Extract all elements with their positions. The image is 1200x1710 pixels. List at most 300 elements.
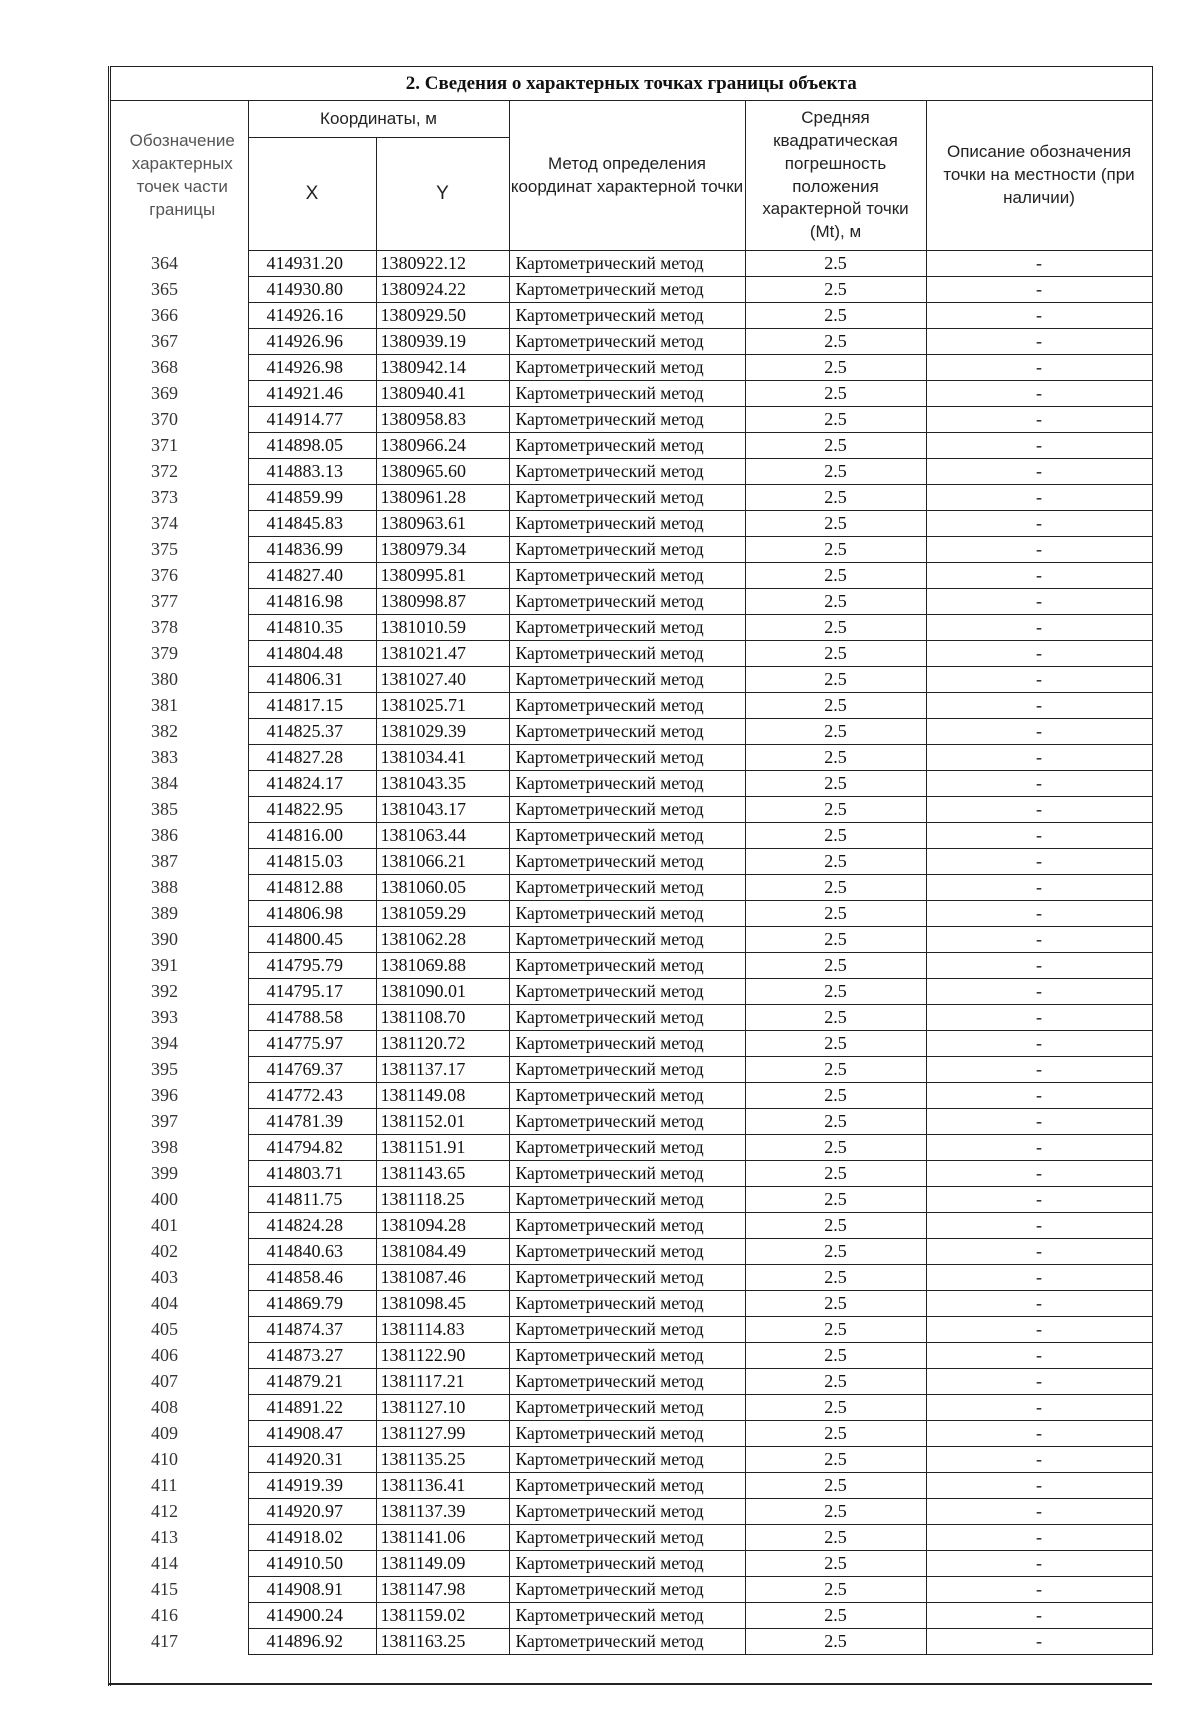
accuracy-cell: 2.5: [745, 563, 926, 589]
point-number-cell: 381: [111, 693, 248, 719]
accuracy-cell: 2.5: [745, 1187, 926, 1213]
method-cell: Картометрический метод: [509, 1083, 745, 1109]
accuracy-cell: 2.5: [745, 953, 926, 979]
point-number-cell: 404: [111, 1291, 248, 1317]
document-page: [108, 66, 1152, 1686]
point-number-cell: 390: [111, 927, 248, 953]
accuracy-cell: 2.5: [745, 381, 926, 407]
description-cell: -: [926, 615, 1152, 641]
method-cell: Картометрический метод: [509, 381, 745, 407]
point-number-cell: 382: [111, 719, 248, 745]
accuracy-cell: 2.5: [745, 1265, 926, 1291]
description-cell: -: [926, 1629, 1152, 1655]
accuracy-cell: 2.5: [745, 1551, 926, 1577]
method-cell: Картометрический метод: [509, 641, 745, 667]
accuracy-cell: 2.5: [745, 1083, 926, 1109]
coordinate-y-cell: 1380966.24: [376, 433, 509, 459]
accuracy-cell: 2.5: [745, 459, 926, 485]
header-coordinates: Координаты, м: [248, 101, 509, 138]
coordinate-y-cell: 1381029.39: [376, 719, 509, 745]
description-cell: -: [926, 1343, 1152, 1369]
method-cell: Картометрический метод: [509, 615, 745, 641]
coordinate-y-cell: 1381147.98: [376, 1577, 509, 1603]
method-cell: Картометрический метод: [509, 849, 745, 875]
point-number-cell: 407: [111, 1369, 248, 1395]
coordinate-x-cell: 414919.39: [248, 1473, 376, 1499]
point-number-cell: 388: [111, 875, 248, 901]
header-point-designation: Обозначение характерных точек части границы: [111, 101, 248, 251]
point-number-cell: 395: [111, 1057, 248, 1083]
method-cell: Картометрический метод: [509, 563, 745, 589]
coordinate-y-cell: 1381098.45: [376, 1291, 509, 1317]
description-cell: -: [926, 1317, 1152, 1343]
table-row: [111, 1603, 1152, 1629]
coordinate-x-cell: 414918.02: [248, 1525, 376, 1551]
table-row: [111, 771, 1152, 797]
description-cell: -: [926, 1395, 1152, 1421]
accuracy-cell: 2.5: [745, 1525, 926, 1551]
table-row: [111, 1135, 1152, 1161]
accuracy-cell: 2.5: [745, 927, 926, 953]
table-row: [111, 1629, 1152, 1655]
method-cell: Картометрический метод: [509, 355, 745, 381]
point-number-cell: 408: [111, 1395, 248, 1421]
description-cell: -: [926, 927, 1152, 953]
coordinate-y-cell: 1381149.08: [376, 1083, 509, 1109]
table-row: [111, 381, 1152, 407]
section-title: 2. Сведения о характерных точках границы объекта: [111, 67, 1152, 101]
table-row: [111, 1291, 1152, 1317]
coordinate-y-cell: 1381094.28: [376, 1213, 509, 1239]
method-cell: Картометрический метод: [509, 1057, 745, 1083]
description-cell: -: [926, 1369, 1152, 1395]
method-cell: Картометрический метод: [509, 589, 745, 615]
coordinate-x-cell: 414775.97: [248, 1031, 376, 1057]
description-cell: -: [926, 329, 1152, 355]
point-number-cell: 369: [111, 381, 248, 407]
method-cell: Картометрический метод: [509, 1317, 745, 1343]
coordinate-y-cell: 1380942.14: [376, 355, 509, 381]
point-number-cell: 387: [111, 849, 248, 875]
method-cell: Картометрический метод: [509, 823, 745, 849]
method-cell: Картометрический метод: [509, 1213, 745, 1239]
accuracy-cell: 2.5: [745, 1239, 926, 1265]
coordinate-x-cell: 414869.79: [248, 1291, 376, 1317]
accuracy-cell: 2.5: [745, 1057, 926, 1083]
method-cell: Картометрический метод: [509, 1187, 745, 1213]
description-cell: -: [926, 1447, 1152, 1473]
coordinate-x-cell: 414827.40: [248, 563, 376, 589]
method-cell: Картометрический метод: [509, 433, 745, 459]
coordinate-y-cell: 1381151.91: [376, 1135, 509, 1161]
coordinate-x-cell: 414879.21: [248, 1369, 376, 1395]
coordinate-x-cell: 414788.58: [248, 1005, 376, 1031]
coordinate-x-cell: 414794.82: [248, 1135, 376, 1161]
method-cell: Картометрический метод: [509, 511, 745, 537]
point-number-cell: 371: [111, 433, 248, 459]
table-row: [111, 277, 1152, 303]
coordinate-x-cell: 414930.80: [248, 277, 376, 303]
method-cell: Картометрический метод: [509, 1031, 745, 1057]
method-cell: Картометрический метод: [509, 927, 745, 953]
point-number-cell: 377: [111, 589, 248, 615]
coordinate-x-cell: 414914.77: [248, 407, 376, 433]
accuracy-cell: 2.5: [745, 433, 926, 459]
coordinate-y-cell: 1381117.21: [376, 1369, 509, 1395]
point-number-cell: 397: [111, 1109, 248, 1135]
bottom-rule: [108, 1683, 1152, 1685]
point-number-cell: 405: [111, 1317, 248, 1343]
description-cell: -: [926, 1499, 1152, 1525]
description-cell: -: [926, 1005, 1152, 1031]
table-row: [111, 797, 1152, 823]
table-row: [111, 1395, 1152, 1421]
point-number-cell: 384: [111, 771, 248, 797]
accuracy-cell: 2.5: [745, 329, 926, 355]
accuracy-cell: 2.5: [745, 251, 926, 277]
coordinate-y-cell: 1380958.83: [376, 407, 509, 433]
coordinate-y-cell: 1380963.61: [376, 511, 509, 537]
point-number-cell: 383: [111, 745, 248, 771]
table-row: [111, 1317, 1152, 1343]
coordinate-x-cell: 414815.03: [248, 849, 376, 875]
table-row: [111, 979, 1152, 1005]
table-row: [111, 1421, 1152, 1447]
accuracy-cell: 2.5: [745, 979, 926, 1005]
point-number-cell: 372: [111, 459, 248, 485]
table-row: [111, 355, 1152, 381]
table-row: [111, 953, 1152, 979]
method-cell: Картометрический метод: [509, 1161, 745, 1187]
point-number-cell: 367: [111, 329, 248, 355]
coordinate-x-cell: 414803.71: [248, 1161, 376, 1187]
point-number-cell: 412: [111, 1499, 248, 1525]
point-number-cell: 398: [111, 1135, 248, 1161]
table-row: [111, 329, 1152, 355]
accuracy-cell: 2.5: [745, 1213, 926, 1239]
coordinate-x-cell: 414795.79: [248, 953, 376, 979]
table-row: [111, 1577, 1152, 1603]
accuracy-cell: 2.5: [745, 1577, 926, 1603]
accuracy-cell: 2.5: [745, 1629, 926, 1655]
description-cell: -: [926, 1551, 1152, 1577]
method-cell: Картометрический метод: [509, 277, 745, 303]
description-cell: -: [926, 719, 1152, 745]
point-number-cell: 406: [111, 1343, 248, 1369]
accuracy-cell: 2.5: [745, 1447, 926, 1473]
point-number-cell: 386: [111, 823, 248, 849]
table-row: [111, 901, 1152, 927]
description-cell: -: [926, 745, 1152, 771]
accuracy-cell: 2.5: [745, 745, 926, 771]
accuracy-cell: 2.5: [745, 667, 926, 693]
point-number-cell: 366: [111, 303, 248, 329]
point-number-cell: 416: [111, 1603, 248, 1629]
description-cell: -: [926, 433, 1152, 459]
description-cell: -: [926, 1161, 1152, 1187]
accuracy-cell: 2.5: [745, 1161, 926, 1187]
coordinate-y-cell: 1380995.81: [376, 563, 509, 589]
accuracy-cell: 2.5: [745, 771, 926, 797]
table-row: [111, 251, 1152, 277]
point-number-cell: 396: [111, 1083, 248, 1109]
method-cell: Картометрический метод: [509, 1135, 745, 1161]
coordinate-x-cell: 414840.63: [248, 1239, 376, 1265]
method-cell: Картометрический метод: [509, 979, 745, 1005]
coordinate-y-cell: 1380979.34: [376, 537, 509, 563]
table-row: [111, 875, 1152, 901]
coordinate-x-cell: 414921.46: [248, 381, 376, 407]
description-cell: -: [926, 849, 1152, 875]
description-cell: -: [926, 823, 1152, 849]
accuracy-cell: 2.5: [745, 1291, 926, 1317]
coordinate-y-cell: 1381118.25: [376, 1187, 509, 1213]
table-row: [111, 849, 1152, 875]
accuracy-cell: 2.5: [745, 1603, 926, 1629]
description-cell: -: [926, 1187, 1152, 1213]
method-cell: Картометрический метод: [509, 667, 745, 693]
accuracy-cell: 2.5: [745, 1395, 926, 1421]
description-cell: -: [926, 511, 1152, 537]
table-row: [111, 1499, 1152, 1525]
accuracy-cell: 2.5: [745, 1421, 926, 1447]
method-cell: Картометрический метод: [509, 1629, 745, 1655]
coordinate-x-cell: 414827.28: [248, 745, 376, 771]
coordinate-y-cell: 1381163.25: [376, 1629, 509, 1655]
method-cell: Картометрический метод: [509, 1473, 745, 1499]
table-row: [111, 459, 1152, 485]
method-cell: Картометрический метод: [509, 537, 745, 563]
coordinate-x-cell: 414926.16: [248, 303, 376, 329]
method-cell: Картометрический метод: [509, 1447, 745, 1473]
method-cell: Картометрический метод: [509, 303, 745, 329]
coordinate-x-cell: 414908.91: [248, 1577, 376, 1603]
table-row: [111, 433, 1152, 459]
coordinate-y-cell: 1380940.41: [376, 381, 509, 407]
accuracy-cell: 2.5: [745, 589, 926, 615]
description-cell: -: [926, 953, 1152, 979]
coordinate-x-cell: 414824.17: [248, 771, 376, 797]
coordinate-y-cell: 1381043.35: [376, 771, 509, 797]
coordinate-y-cell: 1381025.71: [376, 693, 509, 719]
coordinate-y-cell: 1381010.59: [376, 615, 509, 641]
coordinate-y-cell: 1380924.22: [376, 277, 509, 303]
description-cell: -: [926, 1083, 1152, 1109]
table-row: [111, 485, 1152, 511]
point-number-cell: 410: [111, 1447, 248, 1473]
point-number-cell: 389: [111, 901, 248, 927]
method-cell: Картометрический метод: [509, 1499, 745, 1525]
coordinate-x-cell: 414781.39: [248, 1109, 376, 1135]
accuracy-cell: 2.5: [745, 355, 926, 381]
coordinate-y-cell: 1381034.41: [376, 745, 509, 771]
method-cell: Картометрический метод: [509, 693, 745, 719]
coordinate-x-cell: 414883.13: [248, 459, 376, 485]
method-cell: Картометрический метод: [509, 1343, 745, 1369]
point-number-cell: 380: [111, 667, 248, 693]
accuracy-cell: 2.5: [745, 901, 926, 927]
coordinate-x-cell: 414795.17: [248, 979, 376, 1005]
coordinate-x-cell: 414822.95: [248, 797, 376, 823]
table-row: [111, 1369, 1152, 1395]
coordinate-y-cell: 1381063.44: [376, 823, 509, 849]
point-number-cell: 374: [111, 511, 248, 537]
accuracy-cell: 2.5: [745, 797, 926, 823]
coordinate-y-cell: 1381108.70: [376, 1005, 509, 1031]
method-cell: Картометрический метод: [509, 485, 745, 511]
point-number-cell: 409: [111, 1421, 248, 1447]
table-row: [111, 745, 1152, 771]
coordinate-x-cell: 414806.31: [248, 667, 376, 693]
table-row: [111, 1213, 1152, 1239]
point-number-cell: 400: [111, 1187, 248, 1213]
method-cell: Картометрический метод: [509, 1421, 745, 1447]
accuracy-cell: 2.5: [745, 537, 926, 563]
method-cell: Картометрический метод: [509, 329, 745, 355]
coordinate-x-cell: 414769.37: [248, 1057, 376, 1083]
coordinate-y-cell: 1380929.50: [376, 303, 509, 329]
description-cell: -: [926, 875, 1152, 901]
coordinate-y-cell: 1380922.12: [376, 251, 509, 277]
table-row: [111, 823, 1152, 849]
method-cell: Картометрический метод: [509, 953, 745, 979]
description-cell: -: [926, 589, 1152, 615]
table-row: [111, 589, 1152, 615]
point-number-cell: 411: [111, 1473, 248, 1499]
description-cell: -: [926, 693, 1152, 719]
table-row: [111, 407, 1152, 433]
description-cell: -: [926, 407, 1152, 433]
coordinate-x-cell: 414824.28: [248, 1213, 376, 1239]
point-number-cell: 373: [111, 485, 248, 511]
method-cell: Картометрический метод: [509, 1291, 745, 1317]
coordinate-y-cell: 1381143.65: [376, 1161, 509, 1187]
description-cell: -: [926, 303, 1152, 329]
method-cell: Картометрический метод: [509, 901, 745, 927]
characteristic-points-table: [111, 66, 1153, 1655]
table-row: [111, 1265, 1152, 1291]
coordinate-y-cell: 1381137.39: [376, 1499, 509, 1525]
table-row: [111, 641, 1152, 667]
table-row: [111, 1031, 1152, 1057]
point-number-cell: 403: [111, 1265, 248, 1291]
coordinate-x-cell: 414908.47: [248, 1421, 376, 1447]
description-cell: -: [926, 1291, 1152, 1317]
header-x: X: [248, 138, 376, 251]
table-row: [111, 1473, 1152, 1499]
description-cell: -: [926, 1109, 1152, 1135]
coordinate-x-cell: 414800.45: [248, 927, 376, 953]
description-cell: -: [926, 563, 1152, 589]
table-row: [111, 1005, 1152, 1031]
accuracy-cell: 2.5: [745, 849, 926, 875]
method-cell: Картометрический метод: [509, 1239, 745, 1265]
description-cell: -: [926, 979, 1152, 1005]
coordinate-x-cell: 414900.24: [248, 1603, 376, 1629]
accuracy-cell: 2.5: [745, 1135, 926, 1161]
description-cell: -: [926, 1421, 1152, 1447]
point-number-cell: 385: [111, 797, 248, 823]
point-number-cell: 365: [111, 277, 248, 303]
coordinate-y-cell: 1381084.49: [376, 1239, 509, 1265]
accuracy-cell: 2.5: [745, 1499, 926, 1525]
coordinate-x-cell: 414836.99: [248, 537, 376, 563]
coordinate-x-cell: 414920.31: [248, 1447, 376, 1473]
coordinate-x-cell: 414874.37: [248, 1317, 376, 1343]
point-number-cell: 364: [111, 251, 248, 277]
table-row: [111, 927, 1152, 953]
description-cell: -: [926, 1525, 1152, 1551]
coordinate-x-cell: 414811.75: [248, 1187, 376, 1213]
coordinate-y-cell: 1381141.06: [376, 1525, 509, 1551]
description-cell: -: [926, 667, 1152, 693]
point-number-cell: 393: [111, 1005, 248, 1031]
coordinate-x-cell: 414910.50: [248, 1551, 376, 1577]
coordinate-x-cell: 414898.05: [248, 433, 376, 459]
coordinate-x-cell: 414926.96: [248, 329, 376, 355]
method-cell: Картометрический метод: [509, 1577, 745, 1603]
accuracy-cell: 2.5: [745, 615, 926, 641]
method-cell: Картометрический метод: [509, 745, 745, 771]
coordinate-x-cell: 414825.37: [248, 719, 376, 745]
accuracy-cell: 2.5: [745, 823, 926, 849]
coordinate-y-cell: 1381114.83: [376, 1317, 509, 1343]
point-number-cell: 413: [111, 1525, 248, 1551]
point-number-cell: 414: [111, 1551, 248, 1577]
description-cell: -: [926, 901, 1152, 927]
coordinate-x-cell: 414896.92: [248, 1629, 376, 1655]
description-cell: -: [926, 355, 1152, 381]
coordinate-y-cell: 1380939.19: [376, 329, 509, 355]
table-row: [111, 719, 1152, 745]
description-cell: -: [926, 771, 1152, 797]
point-number-cell: 417: [111, 1629, 248, 1655]
coordinate-x-cell: 414891.22: [248, 1395, 376, 1421]
method-cell: Картометрический метод: [509, 251, 745, 277]
coordinate-y-cell: 1381069.88: [376, 953, 509, 979]
accuracy-cell: 2.5: [745, 511, 926, 537]
table-row: [111, 1447, 1152, 1473]
coordinate-y-cell: 1380965.60: [376, 459, 509, 485]
method-cell: Картометрический метод: [509, 1109, 745, 1135]
coordinate-x-cell: 414810.35: [248, 615, 376, 641]
coordinate-x-cell: 414926.98: [248, 355, 376, 381]
coordinate-y-cell: 1381127.10: [376, 1395, 509, 1421]
description-cell: -: [926, 1239, 1152, 1265]
coordinate-y-cell: 1381087.46: [376, 1265, 509, 1291]
coordinate-y-cell: 1381027.40: [376, 667, 509, 693]
method-cell: Картометрический метод: [509, 1603, 745, 1629]
coordinate-x-cell: 414816.00: [248, 823, 376, 849]
table-row: [111, 615, 1152, 641]
point-number-cell: 368: [111, 355, 248, 381]
table-row: [111, 1083, 1152, 1109]
table-header: [111, 67, 1152, 251]
point-number-cell: 402: [111, 1239, 248, 1265]
coordinate-x-cell: 414817.15: [248, 693, 376, 719]
table-row: [111, 511, 1152, 537]
coordinate-y-cell: 1380998.87: [376, 589, 509, 615]
method-cell: Картометрический метод: [509, 1265, 745, 1291]
coordinate-y-cell: 1381021.47: [376, 641, 509, 667]
coordinate-y-cell: 1381062.28: [376, 927, 509, 953]
table-row: [111, 667, 1152, 693]
point-number-cell: 415: [111, 1577, 248, 1603]
header-accuracy: Средняя квадратическая погрешность положения характерной точки (Mt), м: [745, 101, 926, 251]
point-number-cell: 391: [111, 953, 248, 979]
table-row: [111, 1057, 1152, 1083]
accuracy-cell: 2.5: [745, 875, 926, 901]
